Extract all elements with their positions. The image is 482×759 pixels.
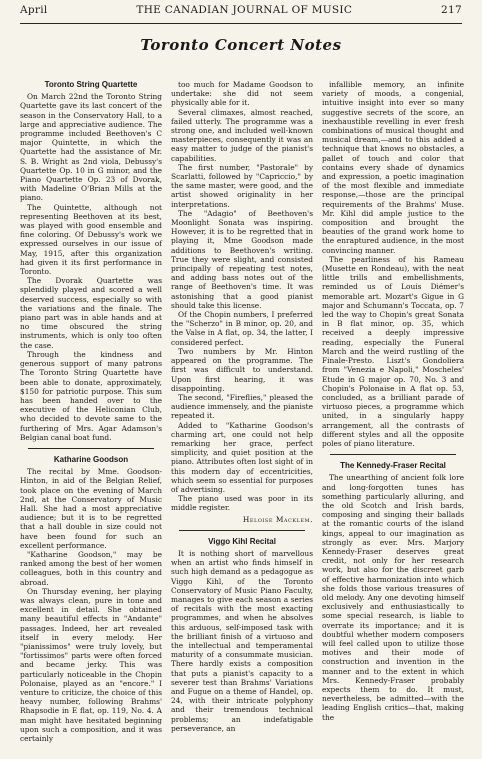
paragraph: On March 22nd the Toronto String Quartette gave its last concert of the season in the Conservatory Hall, to a large and appreciative audience. The programme included Beethoven's C major Quintette, in which the Quartette had the assistance of Mr. S. B. Wright as 2nd viola, Debussy's Quartette Op. 10 in G minor, and the Piano Quartette Op. 23 of Dvorak, with Madeline O'Brian Mills at the piano. — [20, 92, 162, 203]
paragraph: The pearliness of his Rameau (Musette en Rondeau), with the neat little trills and embellishments, reminded us of Louis Diémer's memorable art. Mozart's Gigue in G major and Schumann's Toccata, op. 7 led the way to Chopin's great Sonata in B flat minor, op. 35, which received a deeply impressive reading, especially the Funeral March and the weird rustling of the Finale-Presto. Liszt's Gondoliera from "Venezia e Napoli," Moscheles' Etude in G major op. 70, No. 3 and Chopin's Polonaise in A flat op. 53, concluded, as a brilliant parade of virtuoso pieces, a programme which united, in a singularly happy arrangement, all the contrasts of different styles and all the opposite poles of piano literature. — [322, 254, 464, 448]
paragraph: Several climaxes, almost reached, failed utterly. The programme was a strong one, and included well-known masterpieces, consequently it was an easy matter to judge of the pianist's capabilities. — [171, 107, 313, 163]
paragraph: The Dvorak Quartette was splendidly played and scored a well deserved success, especially so with the variations and the finale. The piano part was in able hands and at no time obscured the string instruments, which is only too often the case. — [20, 276, 162, 350]
paragraph: The unearthing of ancient folk lore and long-forgotten tunes has something particularly alluring, and the old Scotch and Irish bards, composing and singing their ballads at the romantic courts of the island kings, appeal to our imagination as strongly as ever. Mrs. Marjory Kennedy-Fraser deserves great credit, not only for her research work, but also for the discreet garb of effective harmonization into which she folds those various treasures of old melody. Any one devoting himself exclusively and enthusiastically to some special research, is liable to overrate its importance; and it is doubtful whether modern composers will feel called upon to utilize those motives and their mode of construction and invention in the manner and to the extent in which Mrs. Kennedy-Fraser probably expects them to do. It must, nevertheless, be admitted—with the leading English critics—that, making the — [322, 473, 464, 722]
paragraph: On Thursday evening, her playing was always clean, pure in tone and excellent in detail. She obtained many beautiful effects in "Andante" passages. Indeed, her art revealed itself in every melody. Her "pianissimos" were truly lovely, but "fortissimos" parts were often forced and became jerky. This was particularly noticeable in the Chopin Polonaise, played as an "encore." I venture to criticize, the choice of this heavy number, following Brahms' Rhapsodie in E flat, op. 119, No. 4. A man might have hesitated beginning upon such a composition, and it was certainly — [20, 586, 162, 744]
column-1 — [20, 80, 162, 743]
paragraph: Two numbers by Mr. Hinton appeared on the programme. The first was difficult to understand. Upon first hearing, it was disappointing. — [171, 346, 313, 393]
paragraph: Through the kindness and generous support of many patrons The Toronto String Quartette have been able to donate, approximately, $150 for patriotic purpose. This sum has been handed over to the executive of the Heliconian Club, who decided to devote same to the furthering of Mrs. Agar Adamson's Belgian canal boat fund. — [20, 349, 162, 442]
paragraph: The piano used was poor in its middle register. — [171, 494, 313, 513]
paragraph: The "Adagio" of Beethoven's Moonlight Sonata was inspiring. However, it is to be regretted that in playing it, Mme Goodson made additions to Beethoven's writing. True they were slight, and consisted principally of repeating test notes, and adding bass notes out of the range of Beethoven's time. It was astonishing that a good pianist should take this license. — [171, 208, 313, 310]
paragraph: The second, "Fireflies," pleased the audience immensely, and the pianiste repeated it. — [171, 392, 313, 421]
paragraph: It is nothing short of marvellous when an artist who finds himself in such high demand as a pedagogue as Viggo Kihl, of the Toronto Conservatory of Music Piano Faculty, manages to give each season a series of recitals with the most exacting programmes, and when he absolves this arduous, self-imposed task with the brilliant finish of a virtuoso and the intellectual and temperamental maturity of a consummate musician. There hardly exists a composition that puts a pianist's capacity to a severer test than Brahms' Variations and Fugue on a theme of Handel, op. 24, with their intricate polyphony and their tremendous technical problems; an indefatigable perseverance, an — [171, 548, 313, 733]
column-3 — [322, 80, 464, 722]
section-divider — [330, 454, 456, 455]
paragraph: Added to "Katharine Goodson's charming art, one could not help remarking her grace, perfect simplicity, and quiet position at the piano. Attributes often lost sight of in this modern day of eccentricities, which seem so essential for purposes of advertising. — [171, 420, 313, 494]
paragraph: The first number, "Pastorale" by Scarlatti, followed by "Capriccio," by the same master, were good, and the artist showed originality in her interpretations. — [171, 162, 313, 209]
author-signature: Heloise Macklem. — [242, 514, 313, 524]
header-journal-title: THE CANADIAN JOURNAL OF MUSIC — [136, 4, 353, 16]
paragraph: "Katharine Goodson," may be ranked among the best of her women colleagues, both in this country and abroad. — [20, 549, 162, 587]
paragraph: too much for Madame Goodson to undertake: she did not seem physically able for it. — [171, 80, 313, 108]
section-divider — [28, 448, 154, 449]
running-header — [20, 4, 462, 20]
header-rule — [20, 23, 462, 24]
page-title: Toronto Concert Notes — [140, 36, 342, 54]
paragraph: Of the Chopin numbers, I preferred the "Scherzo" in B minor, op. 20, and the Valse in A flat, op. 34, the latter, I considered perfect. — [171, 310, 313, 347]
paragraph: The Quintette, although not representing Beethoven at its best, was played with good ensemble and fine coloring. Of Debussy's work we expressed ourselves in our issue of May, 1915, after this organization had given it its first performance in Toronto. — [20, 202, 162, 277]
section-divider — [179, 530, 305, 531]
section-heading: The Kennedy-Fraser Recital — [340, 461, 446, 471]
paragraph: The recital by Mme. Goodson-Hinton, in aid of the Belgian Relief, took place on the evening of March 2nd, at the Conservatory of Music Hall. She had a most appreciative audience; but it is to be regretted that a hall double in size could not have been found for such an excellent performance. — [20, 467, 162, 550]
section-heading: Toronto String Quartette — [44, 80, 138, 89]
header-month: April — [20, 4, 48, 16]
section-heading: Viggo Kihl Recital — [208, 536, 276, 546]
section-heading: Katharine Goodson — [53, 454, 129, 464]
column-2 — [171, 80, 313, 733]
header-page-number: 217 — [441, 4, 462, 16]
paragraph: infallible memory, an infinite variety of moods, a congenial, intuitive insight into ever so many suggestive secrets of the score, an inexhaustible revelling in ever fresh combinations of musical thought and musical dream,—and to this added a technique that knows no obstacles, a pallet of touch and color that contains every shade of dynamics and expression, a poetic imagination of the most flexible and immediate response,—those are the principal requirements of the Brahms' Muse. Mr. Kihl did ample justice to the composition and brought the beauties of the grand work home to the enraptured audience, in the most convincing manner. — [322, 80, 464, 255]
